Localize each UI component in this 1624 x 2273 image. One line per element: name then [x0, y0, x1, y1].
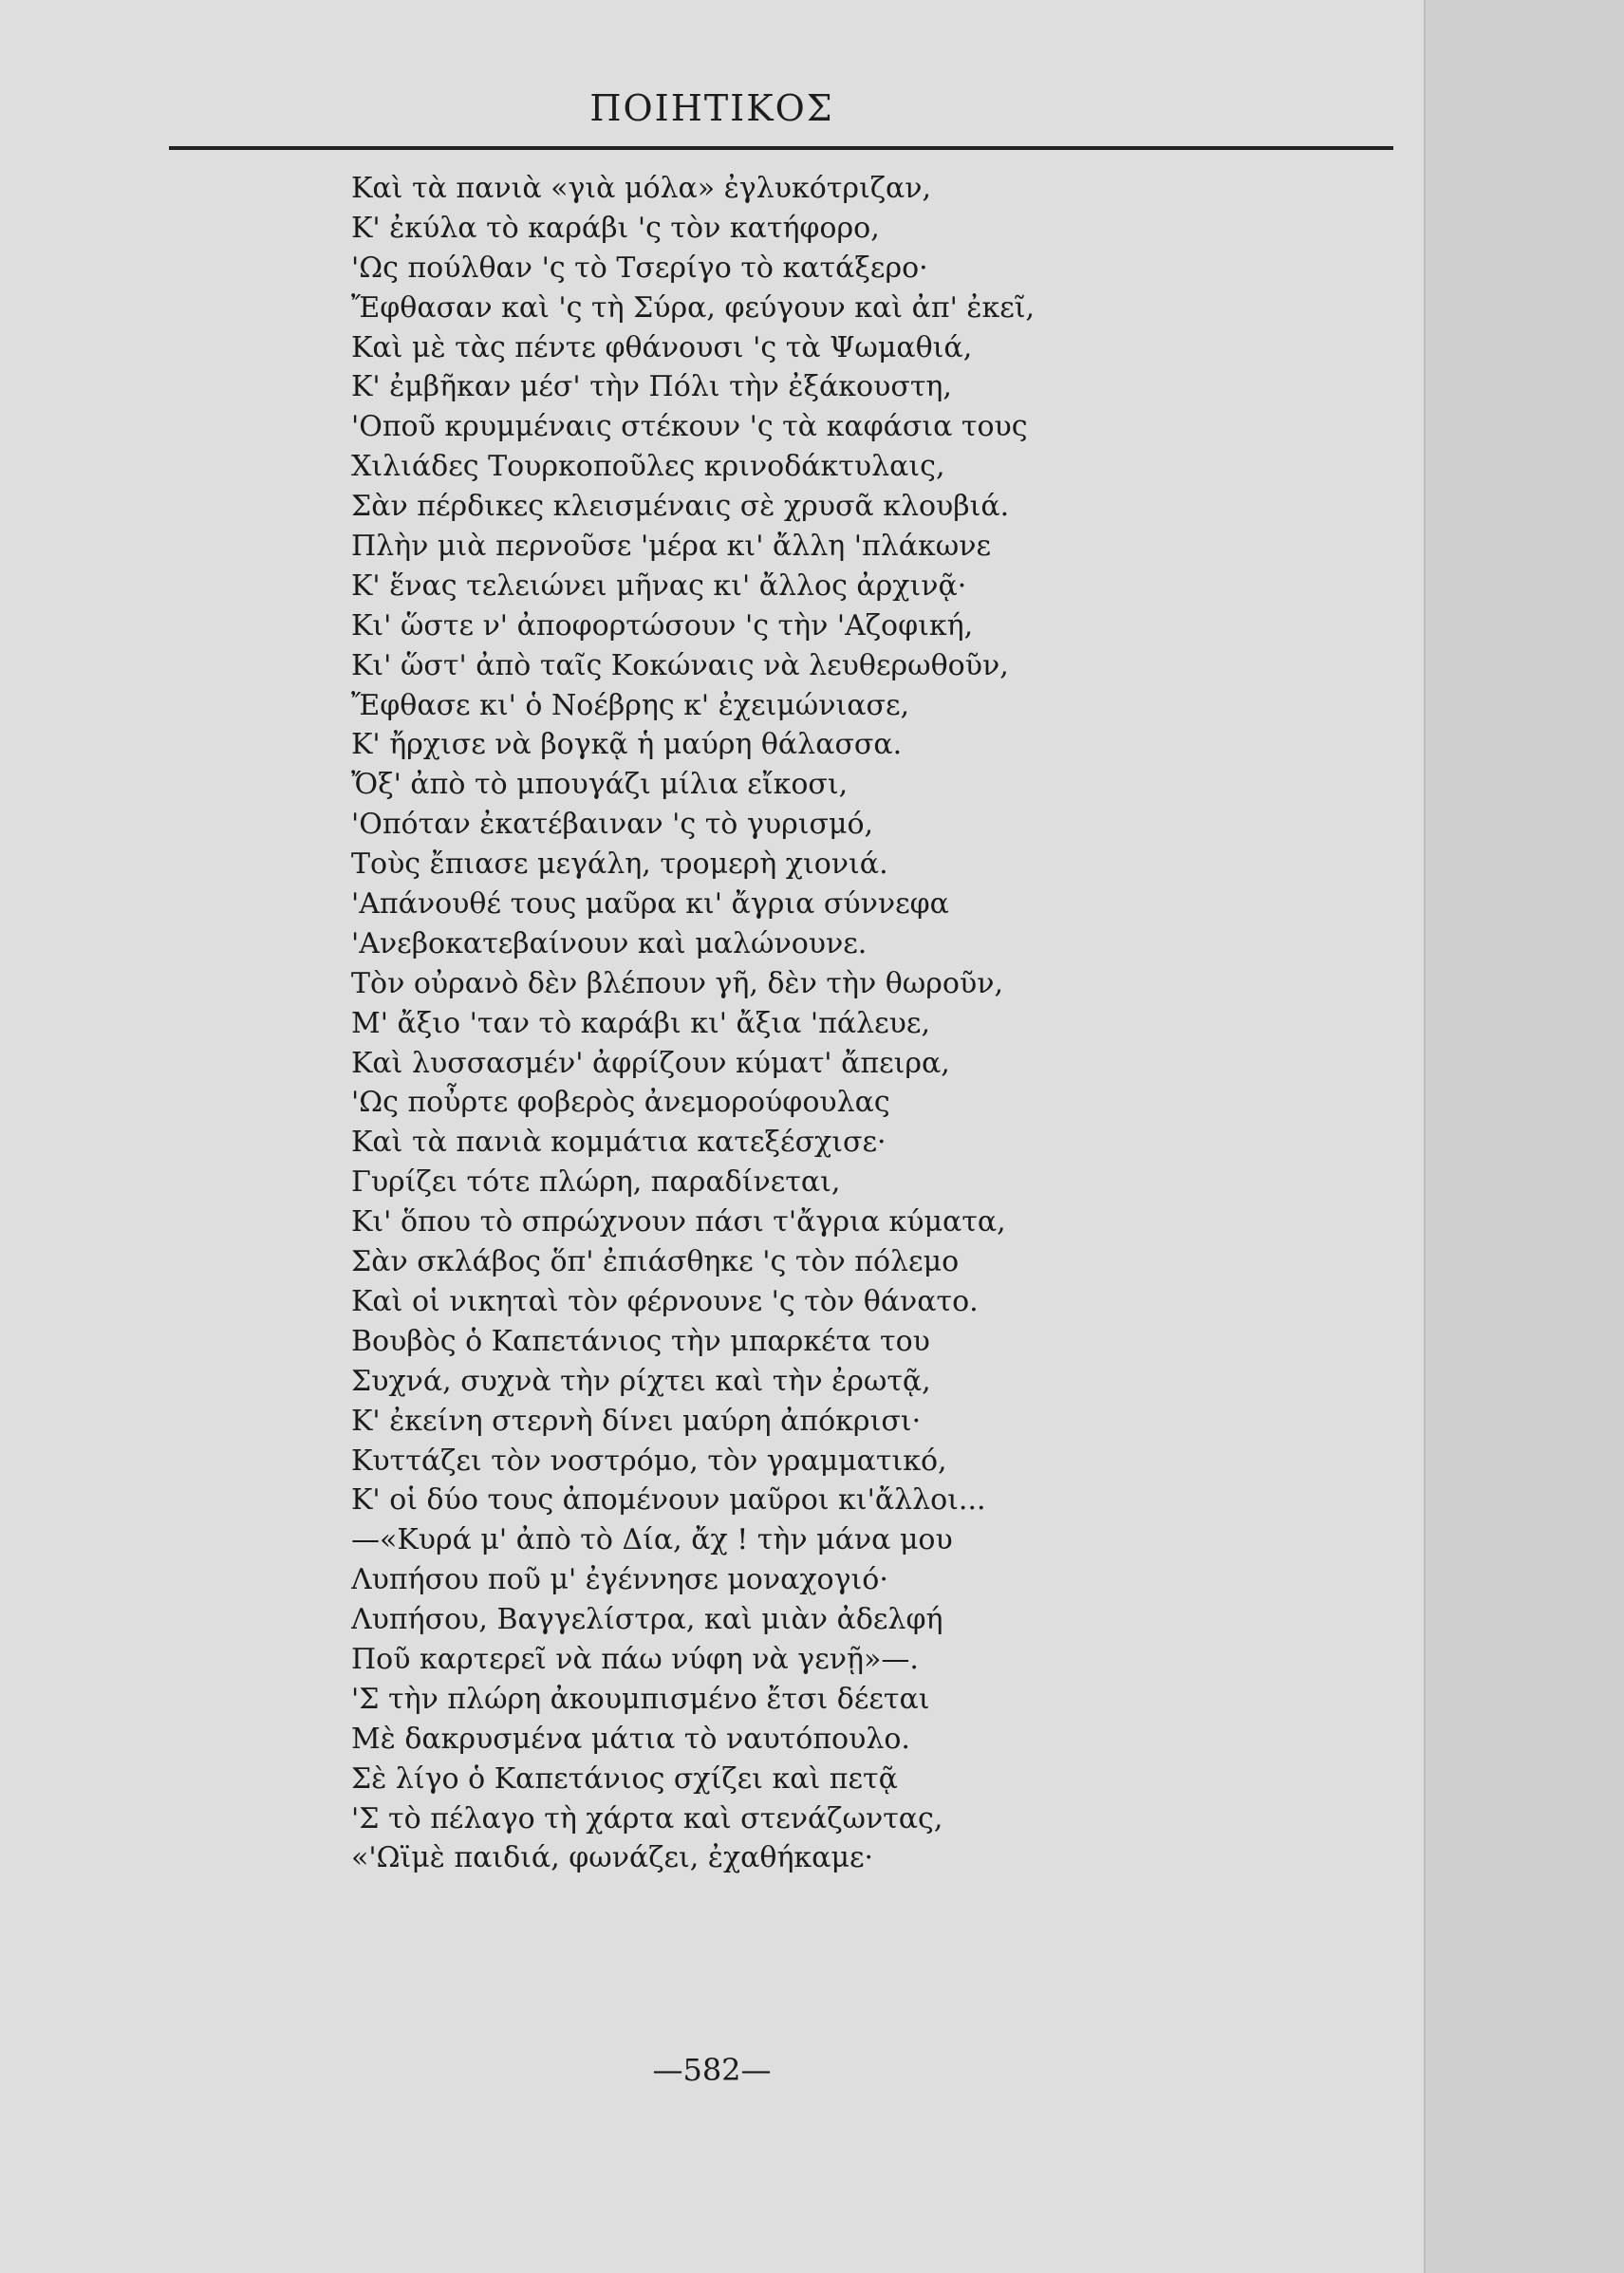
poem-line: Μ' ἄξιο 'ταν τὸ καράβι κι' ἄξια 'πάλευε,: [351, 1006, 930, 1040]
poem-line: «'Ωϊμὲ παιδιά, φωνάζει, ἐχαθήκαμε·: [351, 1841, 874, 1875]
poem-line: Κ' ἕνας τελειώνει μῆνας κι' ἄλλος ἀρχινᾷ·: [351, 568, 967, 603]
poem-line: Καὶ μὲ τὰς πέντε φθάνουσι 'ς τὰ Ψωμαθιά,: [351, 330, 973, 364]
poem-line: Βουβὸς ὁ Καπετάνιος τὴν μπαρκέτα του: [351, 1324, 930, 1358]
poem-line: 'Σ τὸ πέλαγο τὴ χάρτα καὶ στενάζωντας,: [351, 1801, 943, 1835]
poem-line: Γυρίζει τότε πλώρη, παραδίνεται,: [351, 1165, 841, 1200]
poem-line: Ποῦ καρτερεῖ νὰ πάω νύφη νὰ γενῇ»—.: [351, 1642, 919, 1676]
facing-page-edge: [1424, 0, 1624, 2273]
poem-line: Ἔφθασαν καὶ 'ς τὴ Σύρα, φεύγουν καὶ ἀπ' ἐκεῖ,: [351, 290, 1036, 325]
poem-line: Πλὴν μιὰ περνοῦσε 'μέρα κι' ἄλλη 'πλάκωνε: [351, 530, 992, 564]
poem-line: Καὶ τὰ πανιὰ κομμάτια κατεξέσχισε·: [351, 1126, 887, 1160]
poem-line: 'Οποῦ κρυμμέναις στέκουν 'ς τὰ καφάσια τους: [351, 410, 1028, 444]
poem-line: Σὰν σκλάβος ὅπ' ἐπιάσθηκε 'ς τὸν πόλεμο: [351, 1245, 960, 1279]
poem-line: Σὰν πέρδικες κλεισμέναις σὲ χρυσᾶ κλουβιά.: [351, 490, 1010, 524]
poem-line: 'Ανεβοκατεβαίνουν καὶ μαλώνουνε.: [351, 926, 868, 960]
poem-line: Κι' ὥστε ν' ἀποφορτώσουν 'ς τὴν 'Αζοφική,: [351, 608, 974, 643]
poem-line: Συχνά, συχνὰ τὴν ρίχτει καὶ τὴν ἐρωτᾷ,: [351, 1364, 931, 1398]
poem-line: Τοὺς ἔπιασε μεγάλη, τρομερὴ χιονιά.: [351, 848, 888, 882]
poem-line: 'Οπόταν ἐκατέβαιναν 'ς τὸ γυρισμό,: [351, 808, 874, 842]
poem-line: Χιλιάδες Τουρκοποῦλες κρινοδάκτυλαις,: [351, 450, 945, 484]
poem-line: Σὲ λίγο ὁ Καπετάνιος σχίζει καὶ πετᾷ: [351, 1761, 898, 1796]
poem-line: —«Κυρά μ' ἀπὸ τὸ Δία, ἄχ ! τὴν μάνα μου: [351, 1523, 953, 1557]
poem-line: Ὄξ' ἀπὸ τὸ μπουγάζι μίλια εἴκοσι,: [351, 768, 849, 802]
page-number: —582—: [652, 2052, 772, 2088]
poem-line: Κ' ἐκείνη στερνὴ δίνει μαύρη ἀπόκρισι·: [351, 1404, 922, 1438]
poem-line: 'Ως ποὖρτε φοβερὸς ἀνεμορούφουλας: [351, 1086, 890, 1120]
running-head: ΠΟΙΗΤΙΚΟΣ: [589, 87, 834, 129]
poem-line: 'Απάνουθέ τους μαῦρα κι' ἄγρια σύννεφα: [351, 887, 949, 922]
poem-line: Καὶ λυσσασμέν' ἀφρίζουν κύματ' ἄπειρα,: [351, 1046, 950, 1080]
poem-line: 'Σ τὴν πλώρη ἀκουμπισμένο ἔτσι δέεται: [351, 1682, 930, 1716]
poem-line: 'Ως πούλθαν 'ς τὸ Τσερίγο τὸ κατάξερο·: [351, 251, 928, 285]
poem-line: Λυπήσου ποῦ μ' ἐγέννησε μοναχογιό·: [351, 1563, 888, 1597]
poem-line: Κ' ἐκύλα τὸ καράβι 'ς τὸν κατήφορο,: [351, 211, 880, 245]
header-rule: [169, 146, 1393, 150]
poem-line: Κι' ὅπου τὸ σπρώχνουν πάσι τ'ἄγρια κύματα,: [351, 1205, 1006, 1239]
poem-line: Κ' οἱ δύο τους ἀπομένουν μαῦροι κι'ἄλλοι...: [351, 1483, 986, 1518]
poem-line: Κ' ἐμβῆκαν μέσ' τὴν Πόλι τὴν ἐξάκουστη,: [351, 370, 952, 404]
poem-text: [351, 169, 1357, 1878]
poem-line: Μὲ δακρυσμένα μάτια τὸ ναυτόπουλο.: [351, 1722, 910, 1756]
poem-line: Κυττάζει τὸν νοστρόμο, τὸν γραμματικό,: [351, 1444, 947, 1478]
poem-line: Τὸν οὐρανὸ δὲν βλέπουν γῆ, δὲν τὴν θωροῦν,: [351, 966, 1003, 1000]
poem-line: Καὶ τὰ πανιὰ «γιὰ μόλα» ἐγλυκότριζαν,: [351, 172, 932, 205]
poem-line: Ἔφθασε κι' ὁ Νοέβρης κ' ἐχειμώνιασε,: [351, 688, 910, 722]
poem-line: Καὶ οἱ νικηταὶ τὸν φέρνουνε 'ς τὸν θάνατο.: [351, 1284, 979, 1318]
poem-line: Κ' ἤρχισε νὰ βογκᾷ ἡ μαύρη θάλασσα.: [351, 728, 903, 762]
poem-line: Κι' ὥστ' ἀπὸ ταῖς Κοκώναις νὰ λευθερωθοῦν,: [351, 648, 1009, 682]
poem-line: Λυπήσου, Βαγγελίστρα, καὶ μιὰν ἀδελφή: [351, 1603, 943, 1637]
